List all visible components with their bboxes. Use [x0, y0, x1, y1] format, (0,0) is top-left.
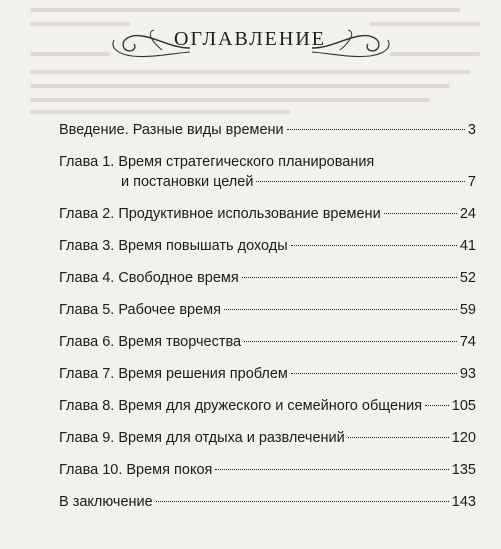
toc-entry-title: Введение. Разные виды времени: [59, 122, 284, 138]
toc-title: ОГЛАВЛЕНИЕ: [174, 28, 326, 50]
toc-entry-title: Глава 3. Время повышать доходы: [59, 238, 288, 254]
toc-entry-title: Глава 6. Время творчества: [59, 334, 242, 350]
toc-entry-page: 135: [451, 462, 476, 478]
toc-entry-page: 24: [459, 206, 476, 222]
dot-leader: [291, 373, 457, 374]
toc-entry-title: В заключение: [59, 494, 153, 510]
dot-leader: [215, 469, 448, 470]
toc-entry-page: 93: [459, 366, 476, 382]
toc-entry-page: 59: [459, 302, 476, 318]
toc-entry-title: Глава 4. Свободное время: [59, 270, 239, 286]
toc-entry-page: 120: [451, 430, 476, 446]
toc-header: [0, 26, 501, 66]
toc-entry-chapter-9: [59, 428, 476, 448]
toc-entry-page: 74: [459, 334, 476, 350]
toc-entry-title: Глава 5. Рабочее время: [59, 302, 221, 318]
toc-entry-chapter-7: [59, 364, 476, 384]
dot-leader: [156, 501, 449, 502]
toc-entry-chapter-5: [59, 300, 476, 320]
toc-entry-chapter-2: [59, 204, 476, 224]
toc-entry-page: 41: [459, 238, 476, 254]
dot-leader: [244, 341, 457, 342]
toc-entry-title: Глава 2. Продуктивное использование времени: [59, 206, 381, 222]
dot-leader: [384, 213, 457, 214]
toc-entry-page: 3: [467, 122, 476, 138]
toc-entry-introduction: [59, 120, 476, 140]
toc-entry-title: Глава 9. Время для отдыха и развлечений: [59, 430, 345, 446]
toc-entry-title: Глава 7. Время решения проблем: [59, 366, 288, 382]
dot-leader: [242, 277, 457, 278]
toc-entry-page: 105: [451, 398, 476, 414]
toc-entry-chapter-1: [59, 152, 476, 192]
toc-entry-title: Глава 1. Время стратегического планирования: [59, 154, 375, 170]
toc-entry-title-continuation: и постановки целей: [121, 174, 254, 190]
toc-entry-page: 52: [459, 270, 476, 286]
table-of-contents: [59, 120, 476, 512]
toc-entry-chapter-6: [59, 332, 476, 352]
toc-entry-chapter-3: [59, 236, 476, 256]
dot-leader: [224, 309, 457, 310]
toc-entry-page: 143: [451, 494, 476, 510]
toc-entry-page: 7: [467, 174, 476, 190]
right-flourish-ornament: [310, 28, 400, 62]
dot-leader: [287, 129, 465, 130]
toc-entry-title: Глава 8. Время для дружеского и семейного общения: [59, 398, 423, 414]
toc-entry-chapter-8: [59, 396, 476, 416]
toc-entry-title: Глава 10. Время покоя: [59, 462, 213, 478]
dot-leader: [348, 437, 449, 438]
toc-entry-chapter-4: [59, 268, 476, 288]
toc-entry-chapter-10: [59, 460, 476, 480]
dot-leader: [256, 181, 464, 182]
toc-entry-conclusion: [59, 492, 476, 512]
dot-leader: [425, 405, 449, 406]
dot-leader: [291, 245, 457, 246]
